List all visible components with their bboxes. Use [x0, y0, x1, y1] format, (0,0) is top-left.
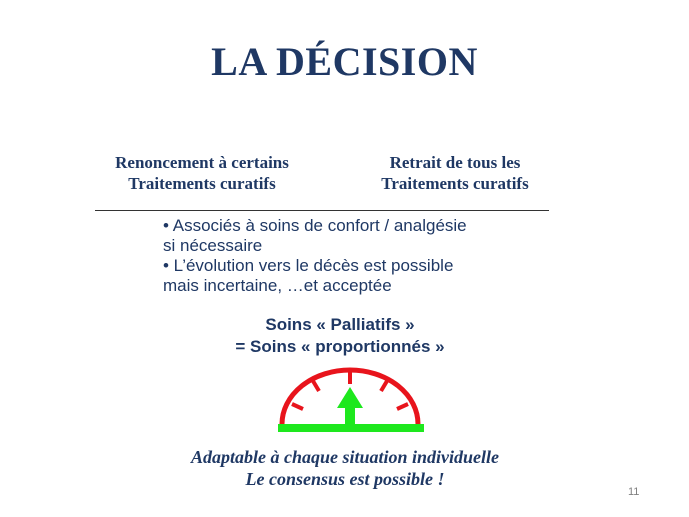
bullet-2-line-1: • L’évolution vers le décès est possible — [163, 256, 454, 275]
right-column-heading — [350, 152, 560, 194]
slide-title: LA DÉCISION — [211, 39, 478, 84]
left-column-heading — [92, 152, 312, 194]
gauge-tick-2 — [313, 381, 319, 391]
bullet-2-line-2: mais incertaine, …et acceptée — [163, 276, 392, 295]
right-column-line-1: Retrait de tous les — [389, 153, 521, 172]
footer-line-2: Le consensus est possible ! — [245, 469, 445, 489]
bullet-1-line-2: si nécessaire — [163, 236, 263, 255]
bullet-1-line-1: • Associés à soins de confort / analgésie — [163, 216, 467, 235]
gauge-tick-1 — [292, 404, 303, 409]
footer-line-1: Adaptable à chaque situation individuelle — [190, 447, 500, 467]
bullet-list — [163, 216, 543, 296]
gauge-tick-5 — [397, 404, 408, 409]
gauge-icon — [270, 362, 430, 436]
horizontal-divider — [95, 210, 549, 211]
gauge-needle-arrow — [337, 387, 363, 426]
footer-note — [150, 446, 540, 490]
gauge-tick-4 — [381, 381, 387, 391]
right-column-line-2: Traitements curatifs — [381, 174, 529, 193]
soins-heading — [150, 314, 530, 358]
left-column-line-1: Renoncement à certains — [115, 153, 289, 172]
gauge-base — [278, 424, 424, 432]
left-column-line-2: Traitements curatifs — [128, 174, 276, 193]
soins-line-1: Soins « Palliatifs » — [265, 315, 415, 334]
page-number: 11 — [628, 486, 640, 498]
soins-line-2: = Soins « proportionnés » — [235, 337, 445, 356]
